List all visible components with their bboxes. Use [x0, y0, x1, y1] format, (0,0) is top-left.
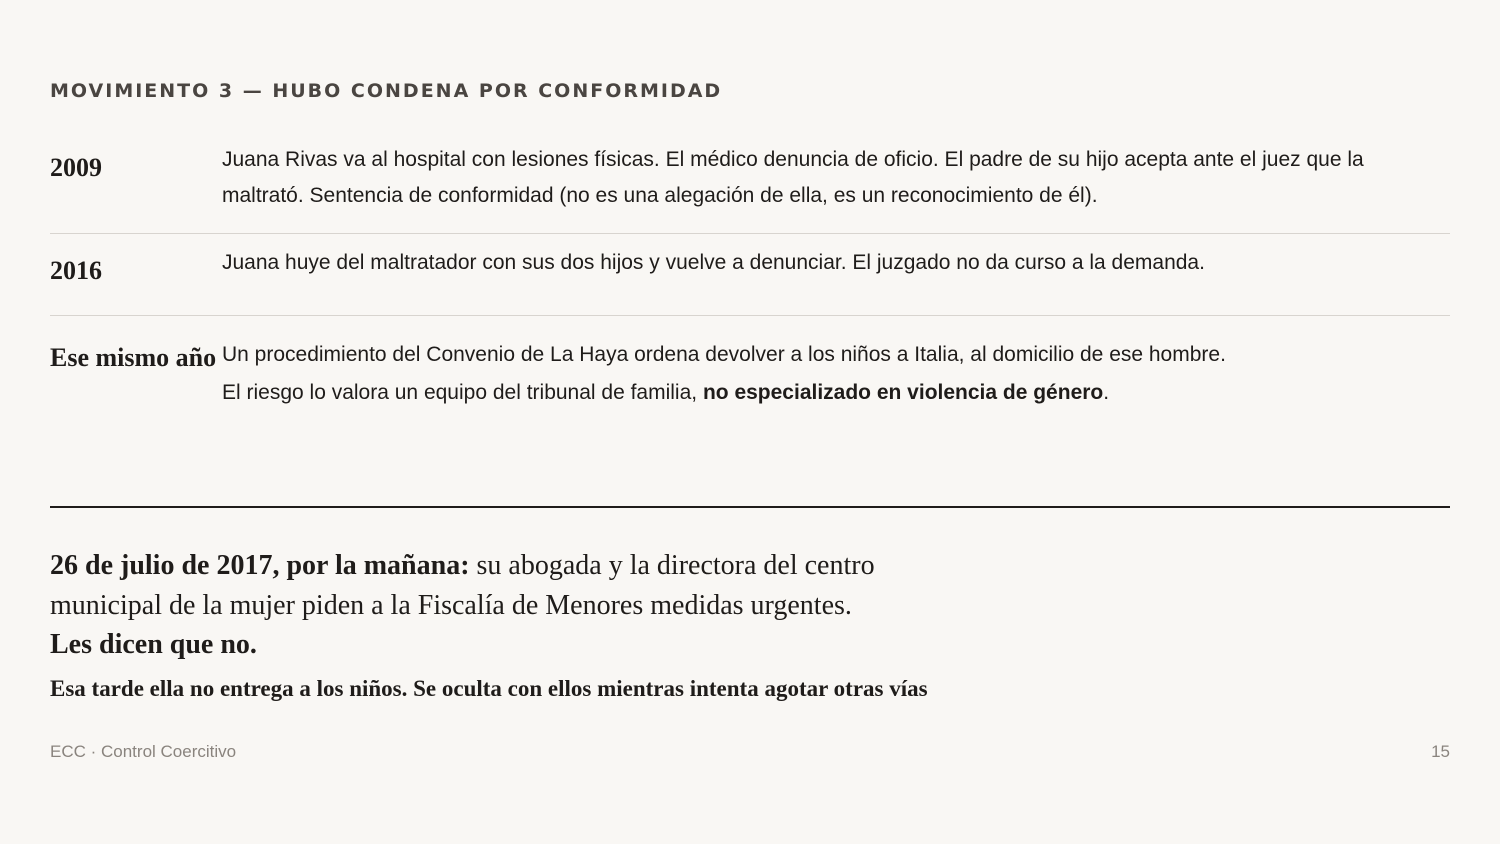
timeline-row	[50, 234, 1450, 316]
timeline-description-line	[222, 374, 1450, 412]
footer-source: ECC · Control Coercitivo	[50, 742, 237, 761]
closing-answer: Les dicen que no.	[50, 629, 257, 660]
closing-lead: 26 de julio de 2017, por la mañana:	[50, 550, 470, 581]
page-number: 15	[1431, 742, 1450, 761]
section-kicker: MOVIMIENTO 3 — HUBO CONDENA POR CONFORMIDAD	[50, 80, 723, 102]
timeline-year: 2009	[50, 153, 102, 182]
timeline-year: 2016	[50, 256, 102, 285]
description-text: .	[1103, 381, 1110, 404]
description-emphasis: no especializado en violencia de género	[702, 381, 1104, 404]
closing-paragraph	[50, 546, 950, 625]
section-divider	[50, 506, 1450, 508]
timeline-row	[50, 316, 1450, 412]
timeline-description: Juana Rivas va al hospital con lesiones físicas. El médico denuncia de oficio. El padre de su hijo acepta ante el juez que la maltrató. Sentencia de conformidad (no es una alegación de ella, es un reconocimiento de él).	[222, 148, 1364, 207]
timeline-row	[50, 140, 1450, 234]
timeline-description: Juana huye del maltratador con sus dos hijos y vuelve a denunciar. El juzgado no da curso a la demanda.	[222, 251, 1205, 274]
description-text: El riesgo lo valora un equipo del tribunal de familia,	[222, 381, 703, 404]
closing-text: su abogada y la directora del centro municipal de la mujer piden a la Fiscalía de Menores medidas urgentes.	[50, 550, 875, 621]
aftermath-text: Esa tarde ella no entrega a los niños. Se oculta con ellos mientras intenta agotar otras vías	[50, 676, 928, 701]
timeline-description	[222, 336, 1450, 412]
timeline	[50, 140, 1450, 412]
timeline-year: Ese mismo año	[50, 343, 217, 372]
timeline-description-line: Un procedimiento del Convenio de La Haya ordena devolver a los niños a Italia, al domicilio de ese hombre.	[222, 343, 1226, 366]
closing-statement	[50, 546, 950, 665]
